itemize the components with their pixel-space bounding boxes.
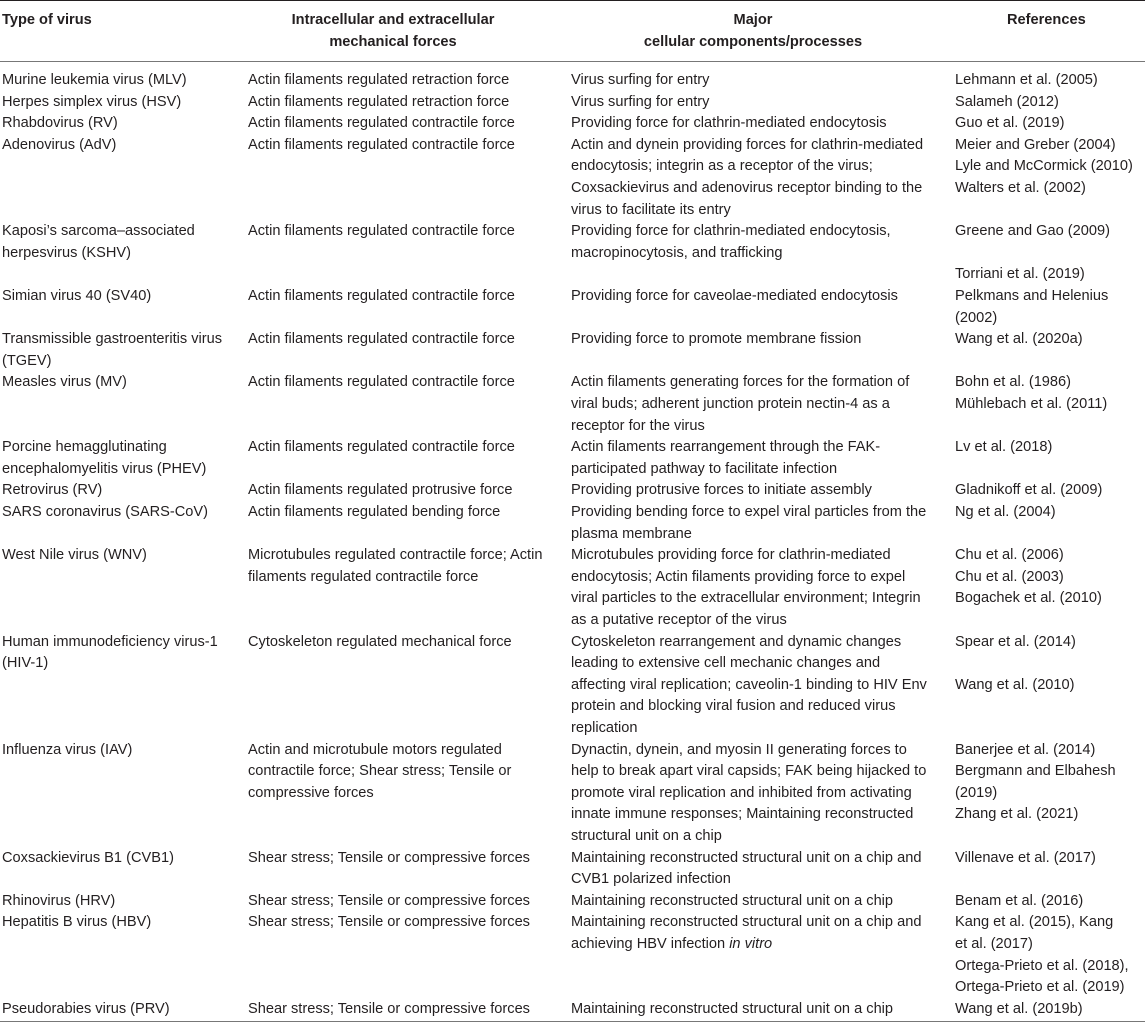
references-cell <box>955 113 1065 135</box>
top-rule <box>0 0 1145 1</box>
process-cell-line: leading to extensive cell mechanic changes and <box>571 655 881 672</box>
references-cell-line <box>955 200 1133 222</box>
virus-cell-line: Hepatitis B virus (HBV) <box>2 914 152 931</box>
force-cell <box>248 480 512 502</box>
virus-cell-line: West Nile virus (WNV) <box>2 547 147 564</box>
references-cell-line: Banerjee et al. (2014) <box>955 741 1096 758</box>
process-cell <box>571 632 927 740</box>
references-cell-line: Wang et al. (2010) <box>955 676 1075 693</box>
process-cell-line: Providing force for clathrin-mediated endocytosis <box>571 115 887 132</box>
references-cell-line: Bohn et al. (1986) <box>955 374 1072 391</box>
process-cell-line: Actin and dynein providing forces for clathrin-mediated <box>571 136 924 153</box>
references-cell <box>955 740 1116 848</box>
references-cell-line: Bogachek et al. (2010) <box>955 590 1102 607</box>
process-cell-line: structural unit on a chip <box>571 827 722 844</box>
process-cell-line: promote viral replication and inhibited from activating <box>571 784 912 801</box>
process-cell-line: Virus surfing for entry <box>571 93 710 110</box>
header-cellular-components <box>568 9 938 53</box>
header-type-of-virus: Type of virus <box>2 12 92 28</box>
process-cell-line: Maintaining reconstructed structural unit on a chip <box>571 892 894 909</box>
virus-cell <box>2 70 187 92</box>
force-cell-line: Shear stress; Tensile or compressive forces <box>248 849 530 866</box>
force-cell-line: Actin filaments regulated contractile force <box>248 115 515 132</box>
process-cell-line: macropinocytosis, and trafficking <box>571 244 783 261</box>
process-cell-line: Providing force for clathrin-mediated endocytosis, <box>571 223 891 240</box>
process-cell-line: participated pathway to facilitate infection <box>571 460 838 477</box>
force-cell <box>248 437 515 459</box>
references-cell-line: Chu et al. (2006) <box>955 547 1064 564</box>
process-cell-line: Coxsackievirus and adenovirus receptor binding to the <box>571 179 923 196</box>
references-cell-line <box>955 826 1116 848</box>
virus-cell-line: Kaposi’s sarcoma–associated <box>2 223 195 240</box>
references-cell <box>955 502 1056 524</box>
force-cell-line: Cytoskeleton regulated mechanical force <box>248 633 512 650</box>
virus-cell-line: Herpes simplex virus (HSV) <box>2 93 182 110</box>
force-cell <box>248 502 500 524</box>
references-cell-line <box>955 610 1102 632</box>
process-cell-line: Dynactin, dynein, and myosin II generating forces to <box>571 741 907 758</box>
force-cell <box>248 891 530 913</box>
references-cell-line: Meier and Greber (2004) <box>955 136 1116 153</box>
references-cell <box>955 135 1133 221</box>
process-cell-line: affecting viral replication; caveolin-1 binding to HIV Env <box>571 676 927 693</box>
virus-cell-line: Retrovirus (RV) <box>2 482 103 499</box>
virus-cell-line: SARS coronavirus (SARS-CoV) <box>2 504 208 520</box>
process-cell-line: Providing force for caveolae-mediated endocytosis <box>571 288 898 304</box>
force-cell <box>248 286 515 308</box>
process-cell <box>571 891 893 913</box>
virus-cell <box>2 286 151 308</box>
force-cell <box>248 912 530 934</box>
force-cell-line: Actin filaments regulated contractile force <box>248 439 515 456</box>
references-cell-line: Benam et al. (2016) <box>955 892 1084 909</box>
process-cell-line: Actin filaments generating forces for the formation of <box>571 374 910 391</box>
references-cell-line <box>955 416 1107 438</box>
virus-cell <box>2 113 118 135</box>
header-references: References <box>1007 12 1086 28</box>
process-cell <box>571 113 887 135</box>
references-cell-line: Zhang et al. (2021) <box>955 806 1079 823</box>
references-cell <box>955 891 1083 913</box>
process-cell <box>571 437 880 480</box>
process-cell-line: Virus surfing for entry <box>571 72 710 88</box>
force-cell <box>248 740 511 805</box>
virus-cell-line: Human immunodeficiency virus-1 <box>2 633 218 650</box>
references-cell <box>955 632 1076 740</box>
virus-cell-line: Rhinovirus (HRV) <box>2 892 116 909</box>
references-cell-line: Ng et al. (2004) <box>955 504 1056 520</box>
process-cell-line: Cytoskeleton rearrangement and dynamic changes <box>571 633 902 650</box>
virus-cell-line: Murine leukemia virus (MLV) <box>2 72 187 88</box>
references-cell-line: Wang et al. (2019b) <box>955 1000 1083 1017</box>
virus-cell-line: encephalomyelitis virus (PHEV) <box>2 460 207 477</box>
virus-cell <box>2 502 208 524</box>
process-cell-line: Actin filaments rearrangement through the FAK- <box>571 439 881 456</box>
force-cell <box>248 92 509 114</box>
references-cell <box>955 545 1102 631</box>
process-cell <box>571 740 926 848</box>
references-cell-line: Torriani et al. (2019) <box>955 266 1085 283</box>
references-cell <box>955 70 1098 92</box>
process-cell-line: replication <box>571 719 638 736</box>
references-cell <box>955 329 1083 351</box>
process-cell-line: plasma membrane <box>571 525 692 542</box>
virus-cell-line: Rhabdovirus (RV) <box>2 115 118 132</box>
force-cell <box>248 372 515 394</box>
virus-cell <box>2 135 116 157</box>
bottom-rule <box>0 1021 1145 1022</box>
references-cell-line <box>955 653 1076 675</box>
references-cell <box>955 286 1108 329</box>
virus-cell-line: Porcine hemagglutinating <box>2 439 167 456</box>
references-cell-line: Kang et al. (2015), Kang <box>955 914 1114 931</box>
references-cell-line: et al. (2017) <box>955 935 1033 952</box>
references-cell <box>955 999 1083 1021</box>
references-cell-line <box>955 243 1110 265</box>
force-cell-line: Actin filaments regulated contractile force <box>248 136 515 153</box>
references-cell-line: Greene and Gao (2009) <box>955 223 1110 240</box>
virus-cell <box>2 221 195 264</box>
references-cell-line: Ortega-Prieto et al. (2019) <box>955 979 1125 996</box>
force-cell-line: Actin filaments regulated contractile force <box>248 223 515 240</box>
virus-cell-line: Coxsackievirus B1 (CVB1) <box>2 849 174 866</box>
process-cell-line: Maintaining reconstructed structural unit on a chip <box>571 1000 894 1017</box>
process-cell <box>571 999 893 1021</box>
virus-cell-line: Measles virus (MV) <box>2 374 127 391</box>
process-cell-line: innate immune responses; Maintaining reconstructed <box>571 806 914 823</box>
force-cell-line: Actin filaments regulated contractile force <box>248 288 515 304</box>
force-cell <box>248 632 512 654</box>
header-rule <box>0 61 1145 62</box>
virus-cell-line: Influenza virus (IAV) <box>2 741 133 758</box>
force-cell <box>248 135 515 157</box>
virus-cell <box>2 372 127 394</box>
process-cell-line: receptor for the virus <box>571 417 705 434</box>
process-cell <box>571 221 891 264</box>
process-cell-line: Maintaining reconstructed structural unit on a chip and <box>571 914 922 931</box>
references-cell-line: Wang et al. (2020a) <box>955 331 1083 348</box>
force-cell <box>248 113 515 135</box>
header-mechanical-forces <box>248 9 538 53</box>
header-cellular-components-line1: Major <box>733 12 773 28</box>
force-cell-line: Actin and microtubule motors regulated <box>248 741 502 758</box>
process-cell-line: achieving HBV infection in vitro <box>571 935 773 952</box>
references-cell-line: Mühlebach et al. (2011) <box>955 395 1108 412</box>
process-cell-line: Providing force to promote membrane fission <box>571 331 862 348</box>
virus-cell-line: herpesvirus (KSHV) <box>2 244 131 261</box>
force-cell-line: Actin filaments regulated contractile force <box>248 374 515 391</box>
process-cell-line: Maintaining reconstructed structural unit on a chip and <box>571 849 922 866</box>
references-cell-line: (2002) <box>955 309 998 326</box>
process-cell <box>571 286 898 308</box>
process-cell-line: Providing protrusive forces to initiate assembly <box>571 482 872 499</box>
process-cell <box>571 912 921 955</box>
references-cell-line: Salameh (2012) <box>955 93 1059 110</box>
references-cell-line: Chu et al. (2003) <box>955 568 1064 585</box>
references-cell <box>955 437 1052 459</box>
force-cell-line: compressive forces <box>248 784 374 801</box>
force-cell <box>248 848 530 870</box>
header-cellular-components-line2: cellular components/processes <box>643 34 863 50</box>
process-cell <box>571 545 921 631</box>
process-cell-line: help to break apart viral capsids; FAK being hijacked to <box>571 763 927 780</box>
process-cell <box>571 329 861 351</box>
force-cell-line: Actin filaments regulated protrusive force <box>248 482 513 499</box>
references-cell <box>955 848 1096 870</box>
references-cell-line: Villenave et al. (2017) <box>955 849 1096 866</box>
virus-cell <box>2 912 151 934</box>
references-cell-line: Ortega-Prieto et al. (2018), <box>955 957 1129 974</box>
process-cell-line: virus to facilitate its entry <box>571 201 731 218</box>
force-cell <box>248 221 515 243</box>
force-cell <box>248 545 542 588</box>
virus-cell <box>2 480 102 502</box>
references-cell-line: (2019) <box>955 784 998 801</box>
force-cell-line: contractile force; Shear stress; Tensile or <box>248 763 512 780</box>
force-cell-line: Microtubules regulated contractile force; Actin <box>248 547 543 564</box>
references-cell <box>955 221 1110 286</box>
virus-cell-line: (HIV-1) <box>2 655 49 672</box>
virus-cell <box>2 891 115 913</box>
force-cell-line: Actin filaments regulated retraction force <box>248 72 510 88</box>
virus-cell-line: Simian virus 40 (SV40) <box>2 288 152 304</box>
references-cell-line: Walters et al. (2002) <box>955 179 1086 196</box>
process-cell-line: Microtubules providing force for clathrin-mediated <box>571 547 891 564</box>
references-cell-line: Gladnikoff et al. (2009) <box>955 482 1103 499</box>
force-cell-line: Actin filaments regulated contractile force <box>248 331 515 348</box>
references-cell-line: Lyle and McCormick (2010) <box>955 158 1133 175</box>
references-cell-line: Lv et al. (2018) <box>955 439 1053 456</box>
virus-cell <box>2 545 147 567</box>
force-cell-line: Shear stress; Tensile or compressive forces <box>248 1000 530 1017</box>
references-cell-line: Spear et al. (2014) <box>955 633 1076 650</box>
virus-cell-line: Adenovirus (AdV) <box>2 136 117 153</box>
virus-cell <box>2 632 218 675</box>
virus-cell <box>2 329 222 372</box>
process-cell <box>571 848 921 891</box>
process-cell <box>571 502 926 545</box>
virus-cell-line: Transmissible gastroenteritis virus <box>2 331 223 348</box>
references-cell <box>955 480 1102 502</box>
header-mechanical-forces-line2: mechanical forces <box>329 34 457 50</box>
references-cell <box>955 912 1129 998</box>
process-cell-line: endocytosis; integrin as a receptor of the virus; <box>571 158 873 175</box>
process-cell <box>571 135 923 221</box>
process-cell-line: protein and blocking viral fusion and reduced virus <box>571 698 896 715</box>
process-cell-line: viral particles to the extracellular environment; Integrin <box>571 590 921 607</box>
references-cell-line <box>955 696 1076 718</box>
process-cell-line: viral buds; adherent junction protein nectin-4 as a <box>571 395 890 412</box>
references-cell-line <box>955 718 1076 740</box>
process-cell <box>571 92 709 114</box>
force-cell <box>248 999 530 1021</box>
header-mechanical-forces-line1: Intracellular and extracellular <box>291 12 495 28</box>
virus-cell <box>2 92 181 114</box>
references-cell-line: Bergmann and Elbahesh <box>955 763 1116 780</box>
process-cell-line: endocytosis; Actin filaments providing force to expel <box>571 568 906 585</box>
force-cell-line: Shear stress; Tensile or compressive forces <box>248 892 530 909</box>
force-cell-line: Actin filaments regulated retraction force <box>248 93 510 110</box>
process-cell <box>571 480 872 502</box>
references-cell-line: Guo et al. (2019) <box>955 115 1065 132</box>
virus-cell-line: (TGEV) <box>2 352 52 369</box>
virus-cell <box>2 848 174 870</box>
force-cell-line: Actin filaments regulated bending force <box>248 504 501 520</box>
force-cell <box>248 329 515 351</box>
process-cell-line: as a putative receptor of the virus <box>571 611 787 628</box>
virus-cell <box>2 999 170 1021</box>
force-cell-line: filaments regulated contractile force <box>248 568 479 585</box>
references-cell <box>955 92 1059 114</box>
references-cell-line: Pelkmans and Helenius <box>955 288 1109 304</box>
virus-cell <box>2 437 206 480</box>
process-cell-line: CVB1 polarized infection <box>571 871 731 888</box>
force-cell <box>248 70 509 92</box>
force-cell-line: Shear stress; Tensile or compressive forces <box>248 914 530 931</box>
references-cell-line: Lehmann et al. (2005) <box>955 72 1098 88</box>
references-cell <box>955 372 1107 437</box>
process-cell <box>571 372 909 437</box>
virus-cell-line: Pseudorabies virus (PRV) <box>2 1000 170 1017</box>
process-cell-line: Providing bending force to expel viral particles from the <box>571 504 927 520</box>
virus-cell <box>2 740 132 762</box>
process-cell <box>571 70 709 92</box>
